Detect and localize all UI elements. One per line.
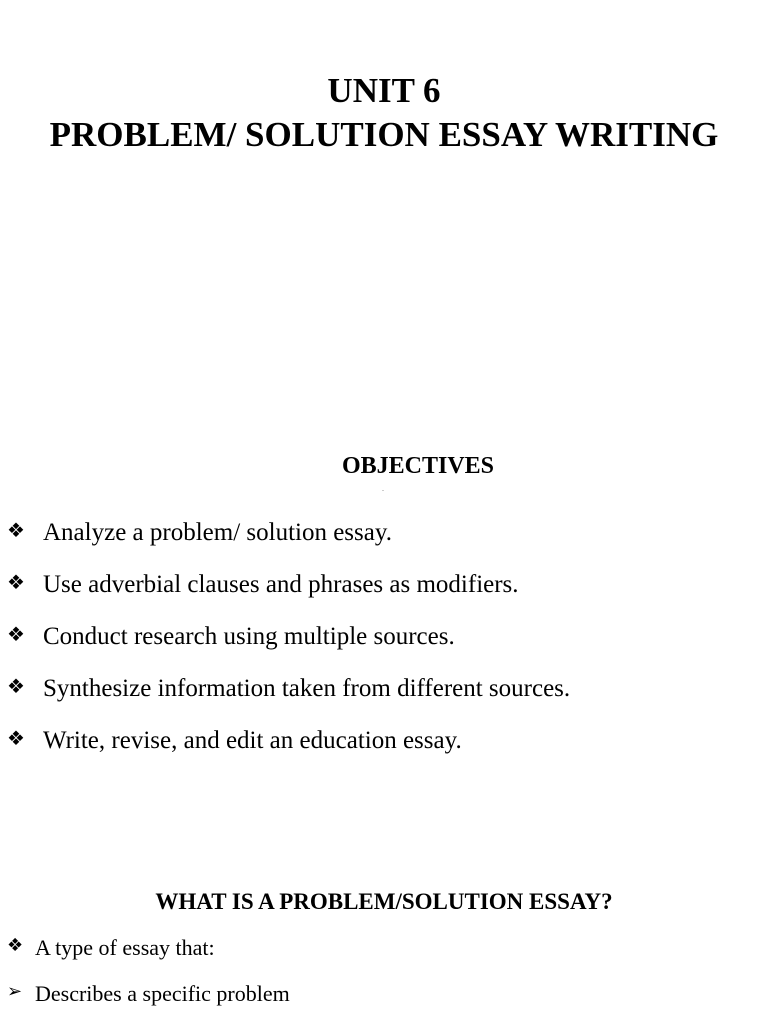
section-heading: WHAT IS A PROBLEM/SOLUTION ESSAY? — [155, 889, 613, 914]
diamond-bullet-icon: ❖ — [7, 935, 24, 956]
unit-number: UNIT 6 — [327, 71, 441, 110]
diamond-bullet-icon: ❖ — [7, 726, 25, 750]
objectives-heading: OBJECTIVES — [341, 453, 495, 479]
objective-text: Conduct research using multiple sources. — [43, 623, 455, 650]
objective-text: Use adverbial clauses and phrases as modifiers. — [43, 571, 519, 598]
objective-text: Write, revise, and edit an education essay. — [43, 727, 462, 754]
objective-text: Synthesize information taken from different sources. — [43, 675, 571, 702]
diamond-bullet-icon: ❖ — [7, 622, 25, 646]
diamond-bullet-icon: ❖ — [7, 518, 25, 542]
arrow-bullet-icon: ➢ — [7, 981, 23, 1002]
definition-sub-item-text: Describes a specific problem — [35, 981, 290, 1006]
decorative-dot — [382, 490, 384, 491]
objective-text: Analyze a problem/ solution essay. — [43, 519, 392, 546]
definition-intro-text: A type of essay that: — [35, 935, 215, 960]
diamond-bullet-icon: ❖ — [7, 570, 25, 594]
unit-topic: PROBLEM/ SOLUTION ESSAY WRITING — [49, 115, 719, 154]
unit-title — [0, 69, 768, 157]
diamond-bullet-icon: ❖ — [7, 674, 25, 698]
